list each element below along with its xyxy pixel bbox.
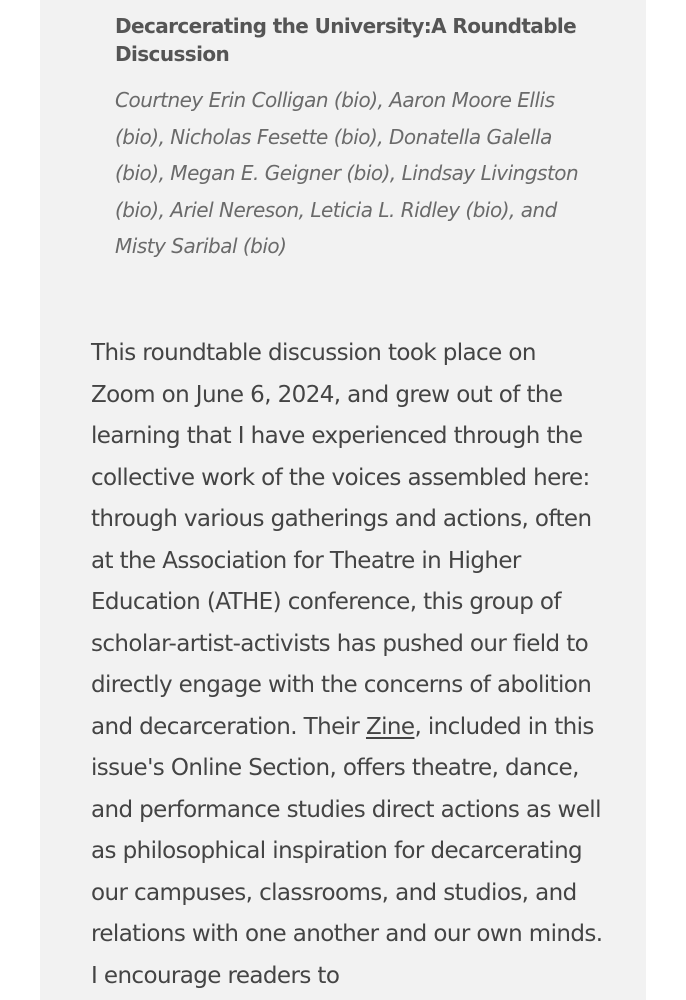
body-text-continued: , included in this issue's Online Section, offers theatre, dance, and performance studies direct actions as well as philosophical inspiration for decarcerating our campuses, classrooms, and studios, and relations with one another and our own minds. I encourage readers to xyxy=(91,713,603,989)
author-list: Courtney Erin Colligan (bio), Aaron Moore Ellis (bio), Nicholas Fesette (bio), Donatella Galella (bio), Megan E. Geigner (bio), Lindsay Livingston (bio), Ariel Nereson, Leticia L. Ridley (bio), and Misty Saribal (bio) xyxy=(115,88,579,258)
article-body xyxy=(91,333,606,997)
zine-link[interactable]: Zine xyxy=(365,713,415,740)
article-title: Decarcerating the University:A Roundtable Discussion xyxy=(115,14,577,66)
body-text-intro: This roundtable discussion took place on Zoom on June 6, 2024, and grew out of the learning that I have experienced through the collective work of the voices assembled here: through various gatherings and actions, often at the Association for Theatre in Higher Education (ATHE) conference, this group of scholar-artist-activists has pushed our field to directly engage with the concerns of abolition and decarceration. Their xyxy=(91,340,592,740)
